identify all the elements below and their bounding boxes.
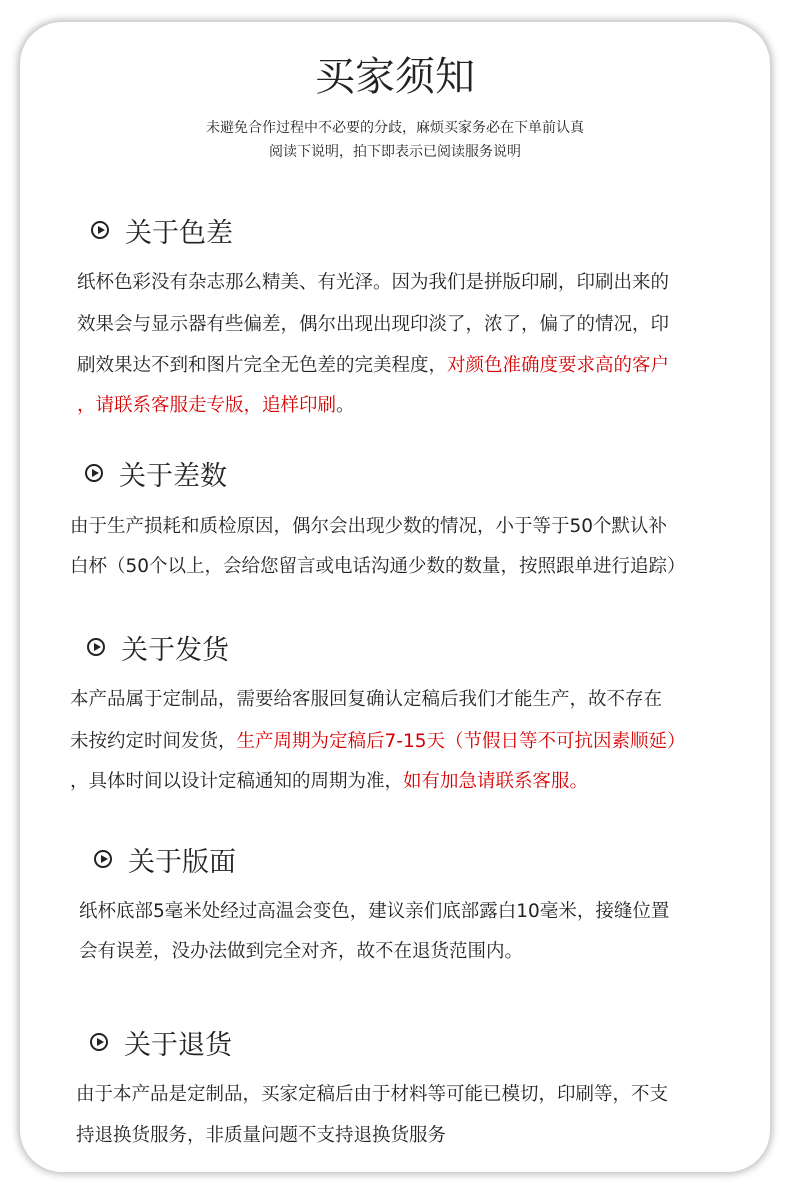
body-text: 刷效果达不到和图片完全无色差的完美程度， — [77, 355, 448, 376]
body-text: ，具体时间以设计定稿通知的周期为准， — [70, 771, 404, 792]
section-heading-text: 关于差数 — [119, 460, 227, 492]
body-line — [77, 271, 669, 295]
body-line — [70, 730, 686, 754]
subtitle-line: 阅读下说明，拍下即表示已阅读服务说明 — [269, 144, 521, 160]
play-circle-icon — [90, 1033, 108, 1051]
section-heading-text: 关于退货 — [124, 1029, 232, 1061]
section-heading — [87, 630, 229, 664]
body-line — [70, 555, 686, 579]
section-heading-text: 关于色差 — [125, 217, 233, 249]
body-text: 。 — [336, 395, 355, 416]
body-line — [70, 515, 667, 539]
section-heading — [90, 1025, 232, 1059]
section-heading — [91, 213, 233, 247]
play-circle-icon — [87, 638, 105, 656]
section-heading — [85, 456, 227, 490]
body-text: 由于生产损耗和质检原因，偶尔会出现少数的情况，小于等于50个默认补 — [70, 516, 668, 537]
body-line — [77, 313, 669, 337]
body-line — [77, 354, 669, 378]
body-text: 白杯（50个以上，会给您留言或电话沟通少数的数量，按照跟单进行追踪） — [70, 556, 686, 577]
body-line — [76, 1124, 446, 1148]
body-text: 纸杯色彩没有杂志那么精美、有光泽。因为我们是拼版印刷，印刷出来的 — [77, 272, 670, 293]
section-heading-text: 关于版面 — [128, 846, 236, 878]
body-text: 纸杯底部5毫米处经过高温会变色，建议亲们底部露白10毫米，接缝位置 — [79, 901, 670, 922]
play-circle-icon — [91, 221, 109, 239]
highlight-text: 如有加急请联系客服。 — [403, 771, 589, 792]
body-text: 本产品属于定制品，需要给客服回复确认定稿后我们才能生产，故不存在 — [70, 689, 663, 710]
highlight-text: 生产周期为定稿后7-15天（节假日等不可抗因素顺延） — [236, 731, 686, 752]
body-text: 未按约定时间发货， — [70, 731, 237, 752]
body-text: 持退换货服务，非质量问题不支持退换货服务 — [76, 1125, 447, 1146]
body-line — [77, 394, 355, 418]
body-line — [70, 770, 588, 794]
body-line — [70, 688, 662, 712]
body-text: 会有误差，没办法做到完全对齐，故不在退货范围内。 — [79, 941, 524, 962]
body-text: 由于本产品是定制品，买家定稿后由于材料等可能已模切，印刷等，不支 — [76, 1084, 669, 1105]
play-circle-icon — [94, 850, 112, 868]
body-text: 效果会与显示器有些偏差，偶尔出现出现印淡了，浓了，偏了的情况，印 — [77, 314, 670, 335]
highlight-text: ，请联系客服走专版，追样印刷 — [77, 395, 337, 416]
body-line — [76, 1083, 668, 1107]
section-heading-text: 关于发货 — [121, 634, 229, 666]
page-title: 买家须知 — [315, 54, 475, 100]
body-line — [79, 940, 523, 964]
body-line — [79, 900, 669, 924]
highlight-text: 对颜色准确度要求高的客户 — [447, 355, 670, 376]
play-circle-icon — [85, 464, 103, 482]
subtitle-line: 未避免合作过程中不必要的分歧，麻烦买家务必在下单前认真 — [206, 120, 584, 136]
section-heading — [94, 842, 236, 876]
notice-card — [20, 22, 770, 1172]
